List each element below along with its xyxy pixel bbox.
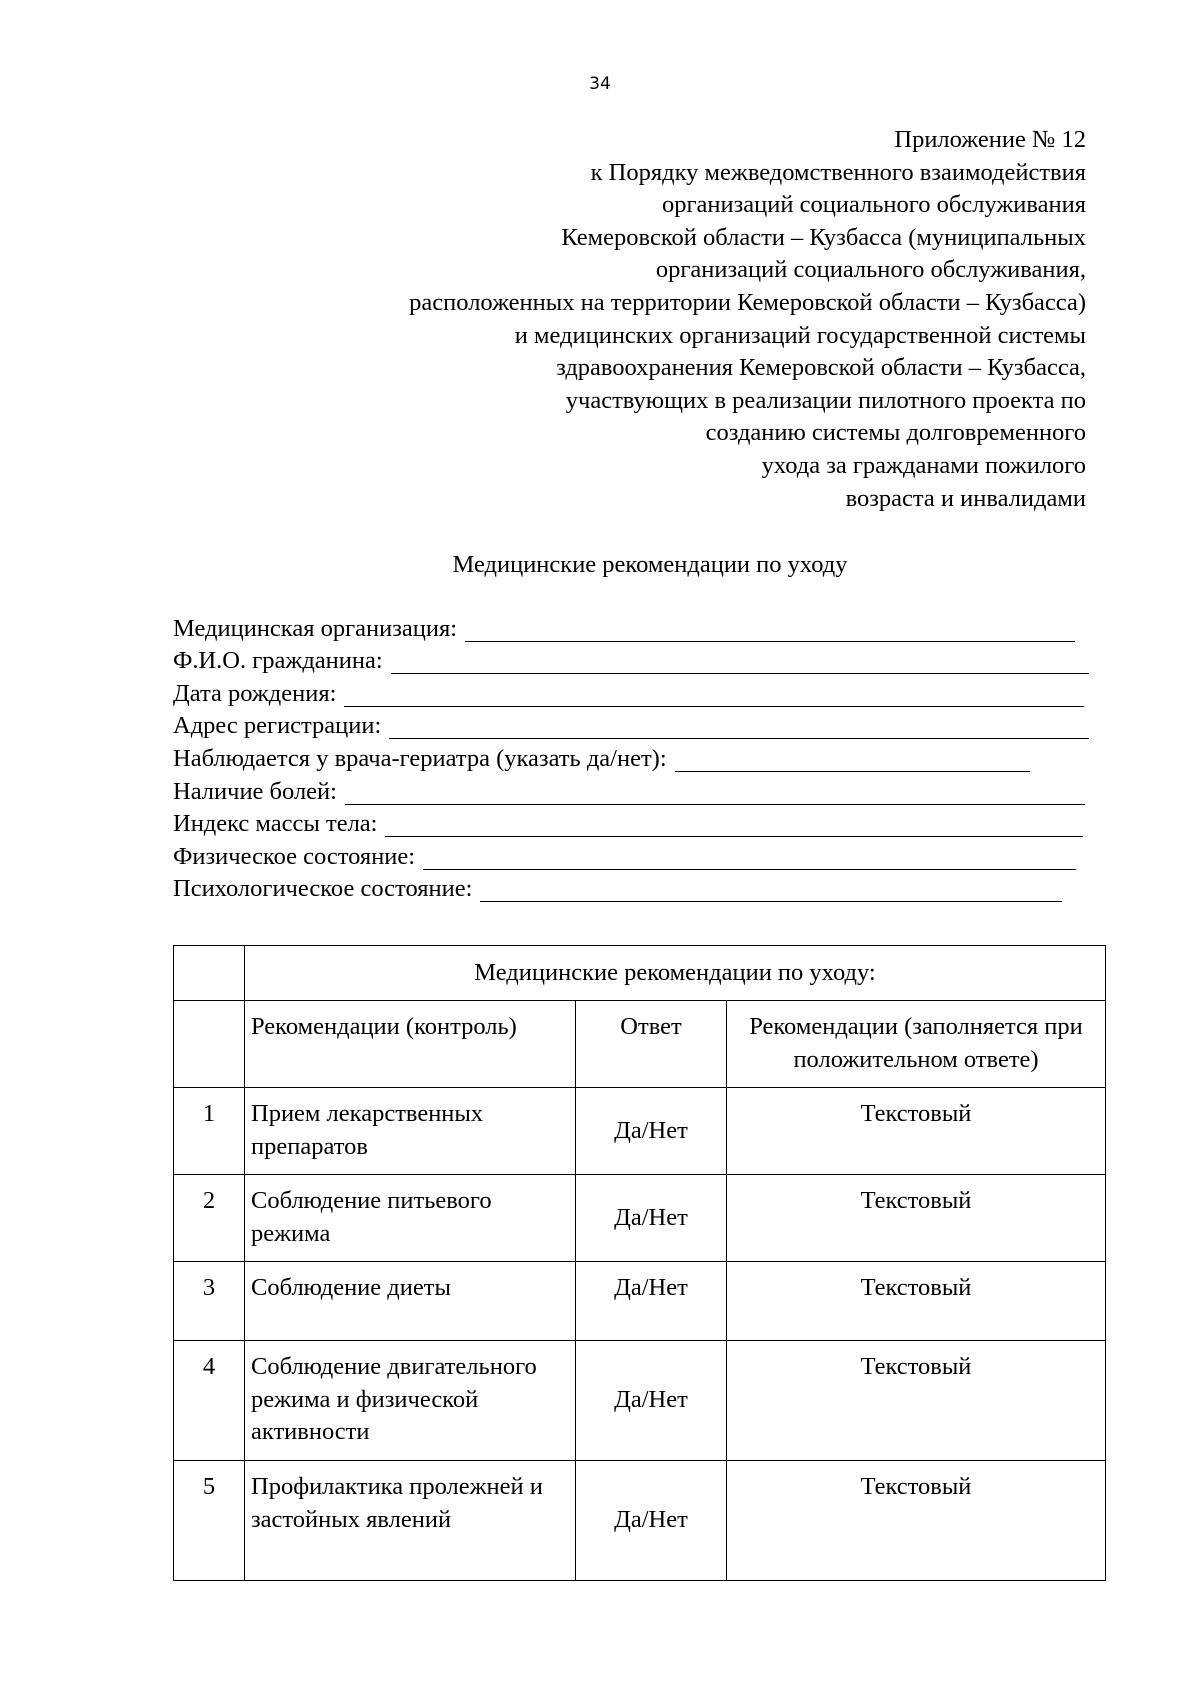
appendix-line: Приложение № 12 bbox=[894, 126, 1086, 153]
row-details[interactable]: Текстовый bbox=[727, 1088, 1106, 1175]
header-details: Рекомендации (заполняется при положительном ответе) bbox=[727, 1001, 1106, 1088]
fill-line[interactable] bbox=[391, 672, 1089, 674]
field-medical-organization bbox=[173, 614, 1200, 647]
row-answer[interactable]: Да/Нет bbox=[576, 1341, 727, 1461]
table-cell bbox=[174, 1001, 245, 1088]
table-cell bbox=[174, 946, 245, 1001]
patient-info-fields bbox=[173, 614, 1200, 907]
recommendations-table bbox=[173, 945, 1106, 1581]
appendix-line: и медицинских организаций государственной системы bbox=[514, 321, 1086, 349]
document-title: Медицинские рекомендации по уходу bbox=[452, 551, 848, 578]
field-birth-date bbox=[173, 679, 1200, 712]
field-physical-state bbox=[173, 842, 1200, 875]
fill-line[interactable] bbox=[345, 803, 1085, 805]
header-answer: Ответ bbox=[576, 1001, 727, 1088]
fill-line[interactable] bbox=[389, 737, 1089, 739]
table-header-row bbox=[174, 1001, 1106, 1088]
appendix-line: к Порядку межведомственного взаимодействия bbox=[590, 158, 1086, 186]
fill-line[interactable] bbox=[480, 900, 1062, 902]
table-row bbox=[174, 1088, 1106, 1175]
table-row bbox=[174, 1341, 1106, 1461]
field-label: Ф.И.О. гражданина: bbox=[173, 647, 383, 675]
row-number: 4 bbox=[174, 1341, 245, 1461]
field-label: Психологическое состояние: bbox=[173, 875, 473, 903]
appendix-header bbox=[409, 124, 1086, 515]
field-registration-address bbox=[173, 712, 1200, 745]
field-label: Медицинская организация: bbox=[173, 614, 458, 642]
fill-line[interactable] bbox=[385, 835, 1083, 837]
row-recommendation: Соблюдение диеты bbox=[245, 1262, 576, 1341]
row-number: 2 bbox=[174, 1175, 245, 1262]
appendix-line: созданию системы долговременного bbox=[705, 419, 1086, 447]
field-geriatrician bbox=[173, 744, 1200, 777]
appendix-line: организаций социального обслуживания, bbox=[655, 256, 1086, 284]
field-label: Наличие болей: bbox=[173, 777, 337, 805]
row-answer[interactable]: Да/Нет bbox=[576, 1262, 727, 1341]
page-number: 34 bbox=[589, 74, 611, 94]
appendix-line: организаций социального обслуживания bbox=[661, 191, 1086, 219]
row-number: 1 bbox=[174, 1088, 245, 1175]
field-psychological-state bbox=[173, 875, 1200, 908]
table-caption: Медицинские рекомендации по уходу: bbox=[245, 946, 1106, 1001]
appendix-line: ухода за гражданами пожилого bbox=[761, 451, 1086, 479]
table-caption-row bbox=[174, 946, 1106, 1001]
appendix-line: возраста и инвалидами bbox=[845, 484, 1086, 512]
row-recommendation: Прием лекарственных препаратов bbox=[245, 1088, 576, 1175]
field-label: Дата рождения: bbox=[173, 679, 337, 707]
field-label: Наблюдается у врача-гериатра (указать да/нет): bbox=[173, 744, 667, 772]
field-label: Индекс массы тела: bbox=[173, 810, 378, 838]
row-answer[interactable]: Да/Нет bbox=[576, 1175, 727, 1262]
fill-line[interactable] bbox=[675, 770, 1030, 772]
field-bmi bbox=[173, 810, 1200, 843]
table-row bbox=[174, 1175, 1106, 1262]
appendix-line: расположенных на территории Кемеровской области – Кузбасса) bbox=[409, 288, 1086, 316]
row-answer[interactable]: Да/Нет bbox=[576, 1461, 727, 1581]
field-pain bbox=[173, 777, 1200, 810]
table-row bbox=[174, 1262, 1106, 1341]
appendix-line: Кемеровской области – Кузбасса (муниципальных bbox=[561, 223, 1086, 251]
appendix-line: участвующих в реализации пилотного проекта по bbox=[565, 386, 1086, 414]
row-answer[interactable]: Да/Нет bbox=[576, 1088, 727, 1175]
fill-line[interactable] bbox=[465, 640, 1075, 642]
field-citizen-name bbox=[173, 647, 1200, 680]
header-recommendation: Рекомендации (контроль) bbox=[245, 1001, 576, 1088]
row-number: 5 bbox=[174, 1461, 245, 1581]
row-details[interactable]: Текстовый bbox=[727, 1461, 1106, 1581]
appendix-line: здравоохранения Кемеровской области – Кузбасса, bbox=[556, 354, 1086, 382]
row-recommendation: Соблюдение двигательного режима и физической активности bbox=[245, 1341, 576, 1461]
table-row bbox=[174, 1461, 1106, 1581]
row-details[interactable]: Текстовый bbox=[727, 1262, 1106, 1341]
field-label: Физическое состояние: bbox=[173, 842, 416, 870]
fill-line[interactable] bbox=[423, 868, 1076, 870]
row-number: 3 bbox=[174, 1262, 245, 1341]
row-details[interactable]: Текстовый bbox=[727, 1175, 1106, 1262]
row-details[interactable]: Текстовый bbox=[727, 1341, 1106, 1461]
row-recommendation: Соблюдение питьевого режима bbox=[245, 1175, 576, 1262]
field-label: Адрес регистрации: bbox=[173, 712, 382, 740]
fill-line[interactable] bbox=[344, 705, 1084, 707]
row-recommendation: Профилактика пролежней и застойных явлений bbox=[245, 1461, 576, 1581]
